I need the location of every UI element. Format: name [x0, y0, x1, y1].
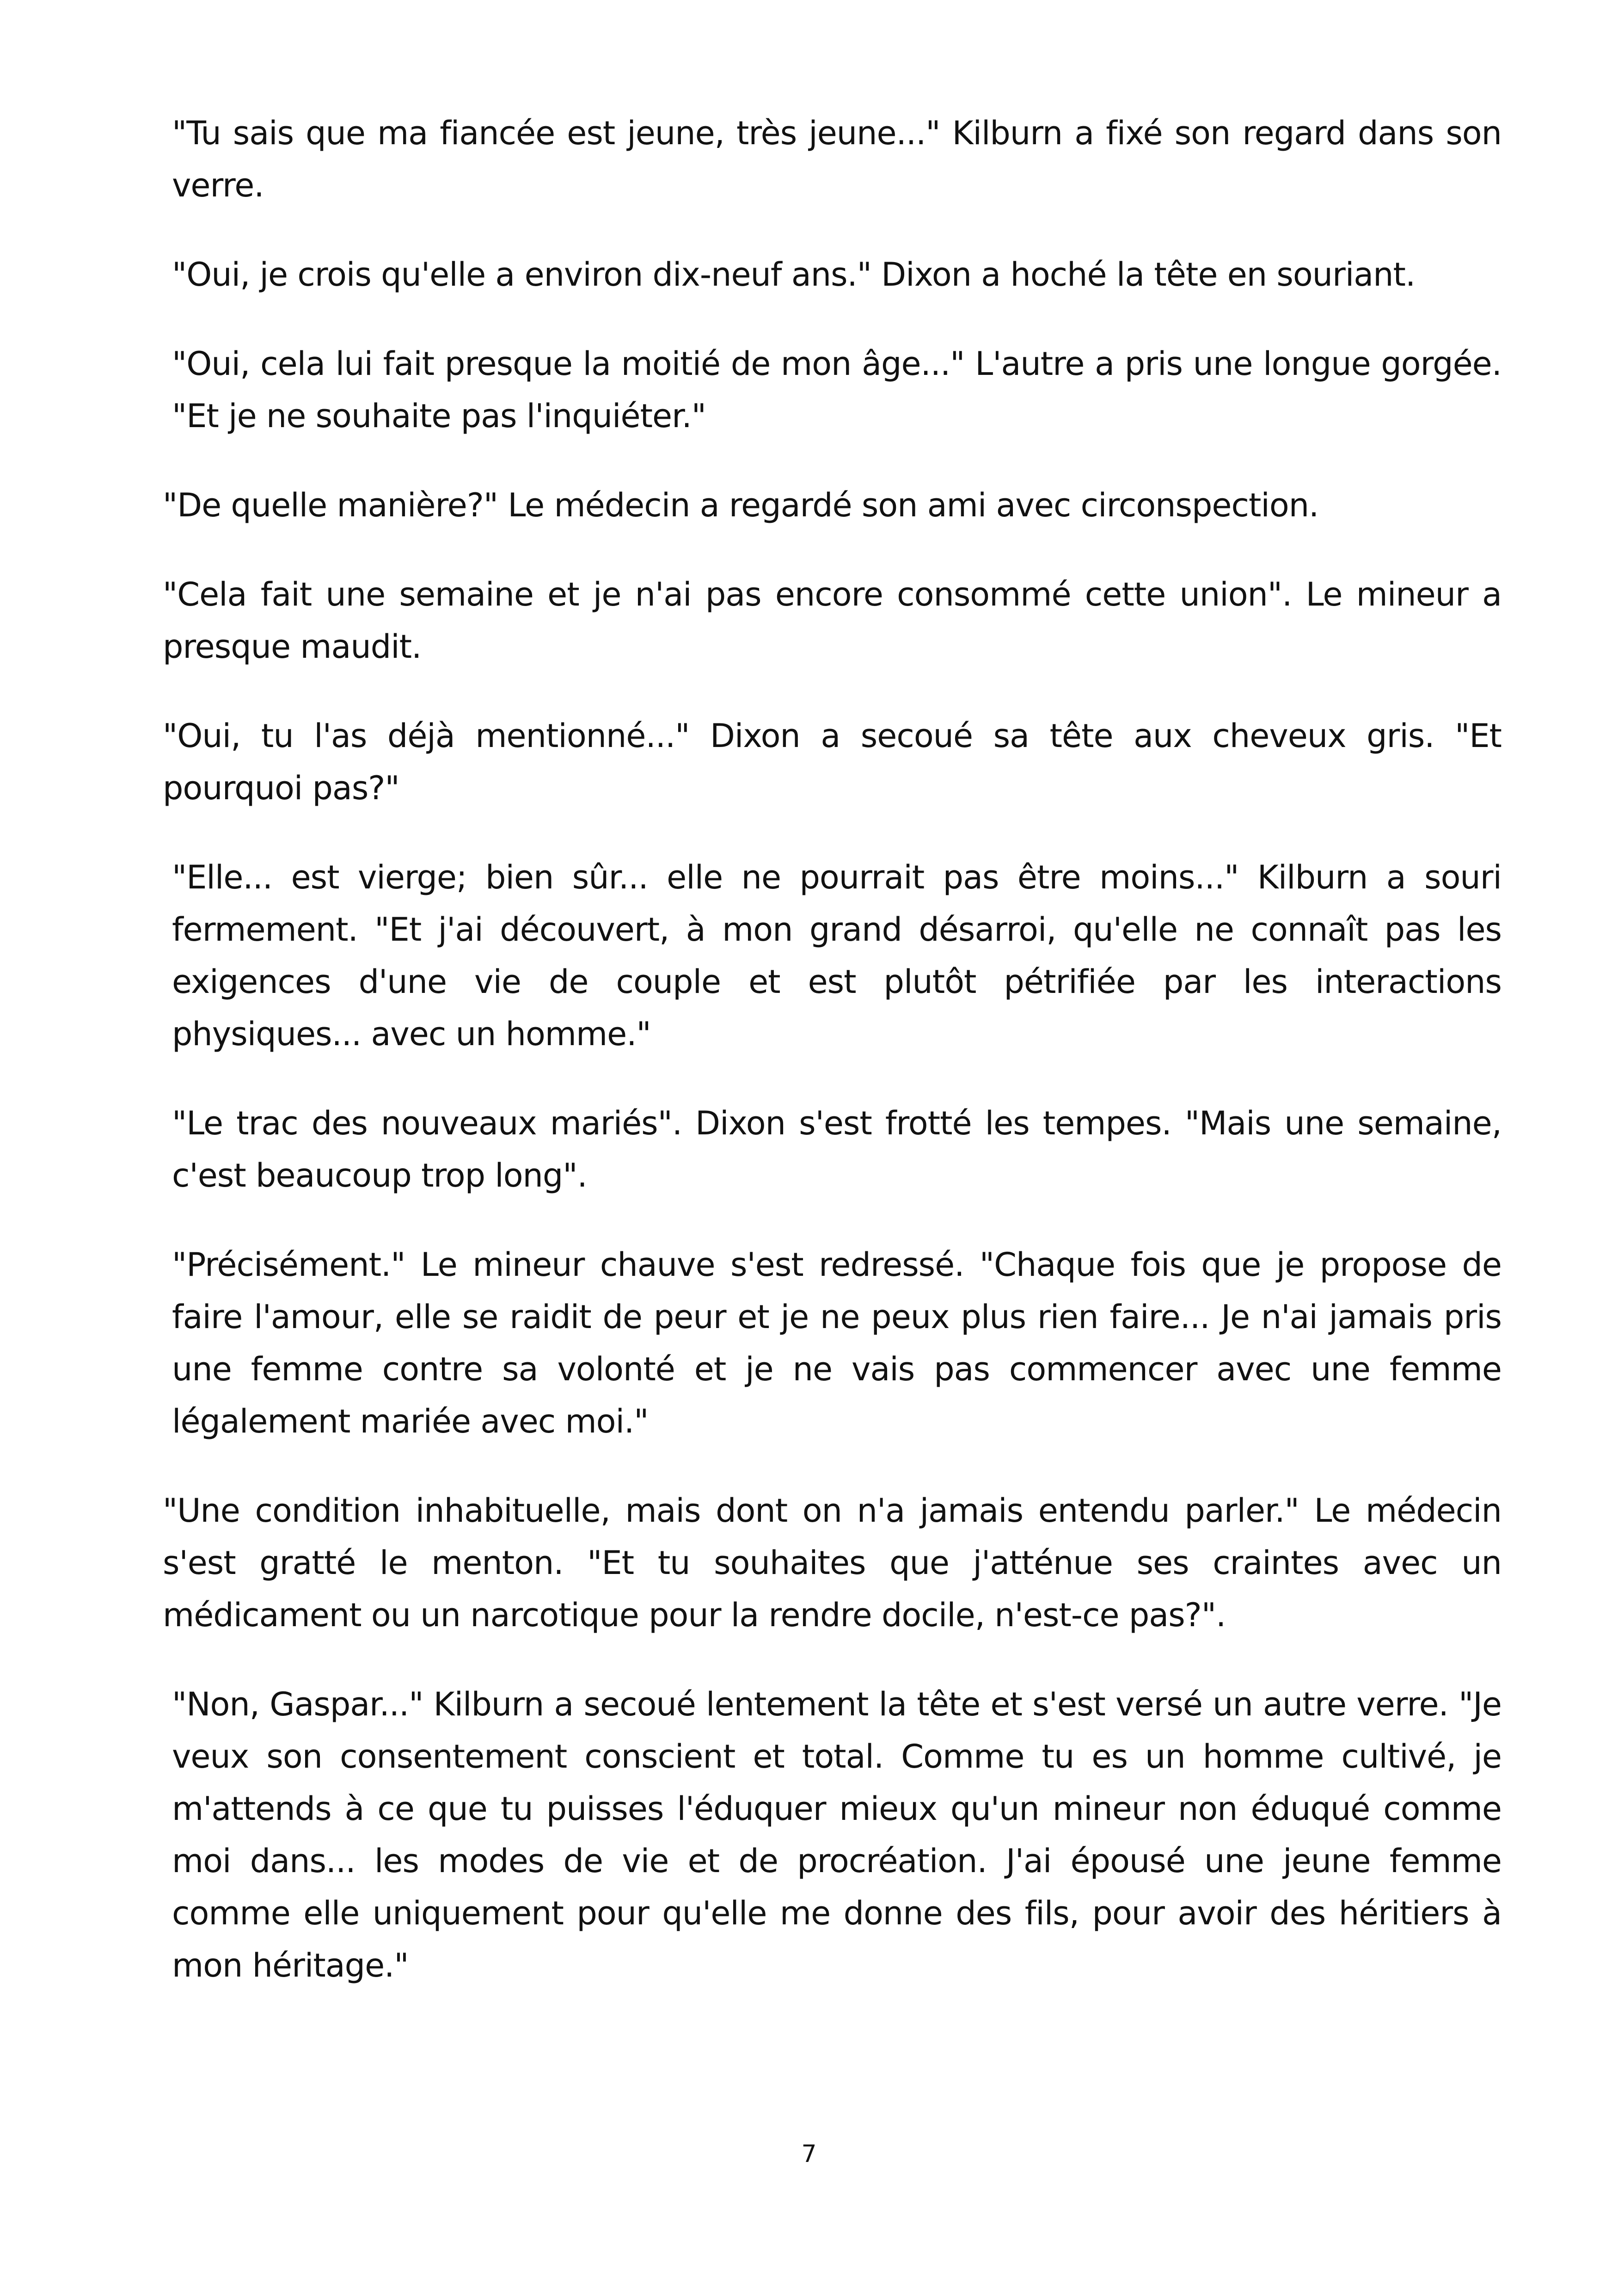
- paragraph-8: "Le trac des nouveaux mariés". Dixon s'est frotté les tempes. "Mais une semaine, c'est beaucoup trop long".: [172, 1104, 1502, 1194]
- paragraph-1: "Tu sais que ma fiancée est jeune, très jeune..." Kilburn a fixé son regard dans son verre.: [172, 114, 1502, 204]
- paragraph-6: "Oui, tu l'as déjà mentionné..." Dixon a secoué sa tête aux cheveux gris. "Et pourquoi pas?": [163, 717, 1502, 807]
- paragraph-2: "Oui, je crois qu'elle a environ dix-neuf ans." Dixon a hoché la tête en souriant.: [172, 256, 1416, 294]
- page-number: 7: [801, 2140, 817, 2168]
- paragraph-3: "Oui, cela lui fait presque la moitié de mon âge..." L'autre a pris une longue gorgée. "Et je ne souhaite pas l'inquiéter.": [172, 345, 1502, 435]
- paragraph-9: "Précisément." Le mineur chauve s'est redressé. "Chaque fois que je propose de faire l'amour, elle se raidit de peur et je ne peux plus rien faire... Je n'ai jamais pris une femme contre sa volonté et je ne vais pas commencer avec une femme légalement mariée avec moi.": [172, 1246, 1502, 1440]
- paragraph-7: "Elle... est vierge; bien sûr... elle ne pourrait pas être moins..." Kilburn a souri fermement. "Et j'ai découvert, à mon grand désarroi, qu'elle ne connaît pas les exigences d'une vie de couple et est plutôt pétrifiée par les interactions physiques... avec un homme.": [172, 858, 1502, 1053]
- paragraph-5: "Cela fait une semaine et je n'ai pas encore consommé cette union". Le mineur a presque maudit.: [163, 576, 1502, 666]
- paragraph-11: "Non, Gaspar..." Kilburn a secoué lentement la tête et s'est versé un autre verre. "Je veux son consentement conscient et total. Comme tu es un homme cultivé, je m'attends à ce que tu puisses l'éduquer mieux qu'un mineur non éduqué comme moi dans... les modes de vie et de procréation. J'ai épousé une jeune femme comme elle uniquement pour qu'elle me donne des fils, pour avoir des héritiers à mon héritage.": [172, 1685, 1502, 1984]
- paragraph-4: "De quelle manière?" Le médecin a regardé son ami avec circonspection.: [163, 486, 1319, 524]
- text-body: [163, 107, 1502, 2029]
- paragraph-10: "Une condition inhabituelle, mais dont on n'a jamais entendu parler." Le médecin s'est gratté le menton. "Et tu souhaites que j'atténue ses craintes avec un médicament ou un narcotique pour la rendre docile, n'est-ce pas?".: [163, 1492, 1502, 1634]
